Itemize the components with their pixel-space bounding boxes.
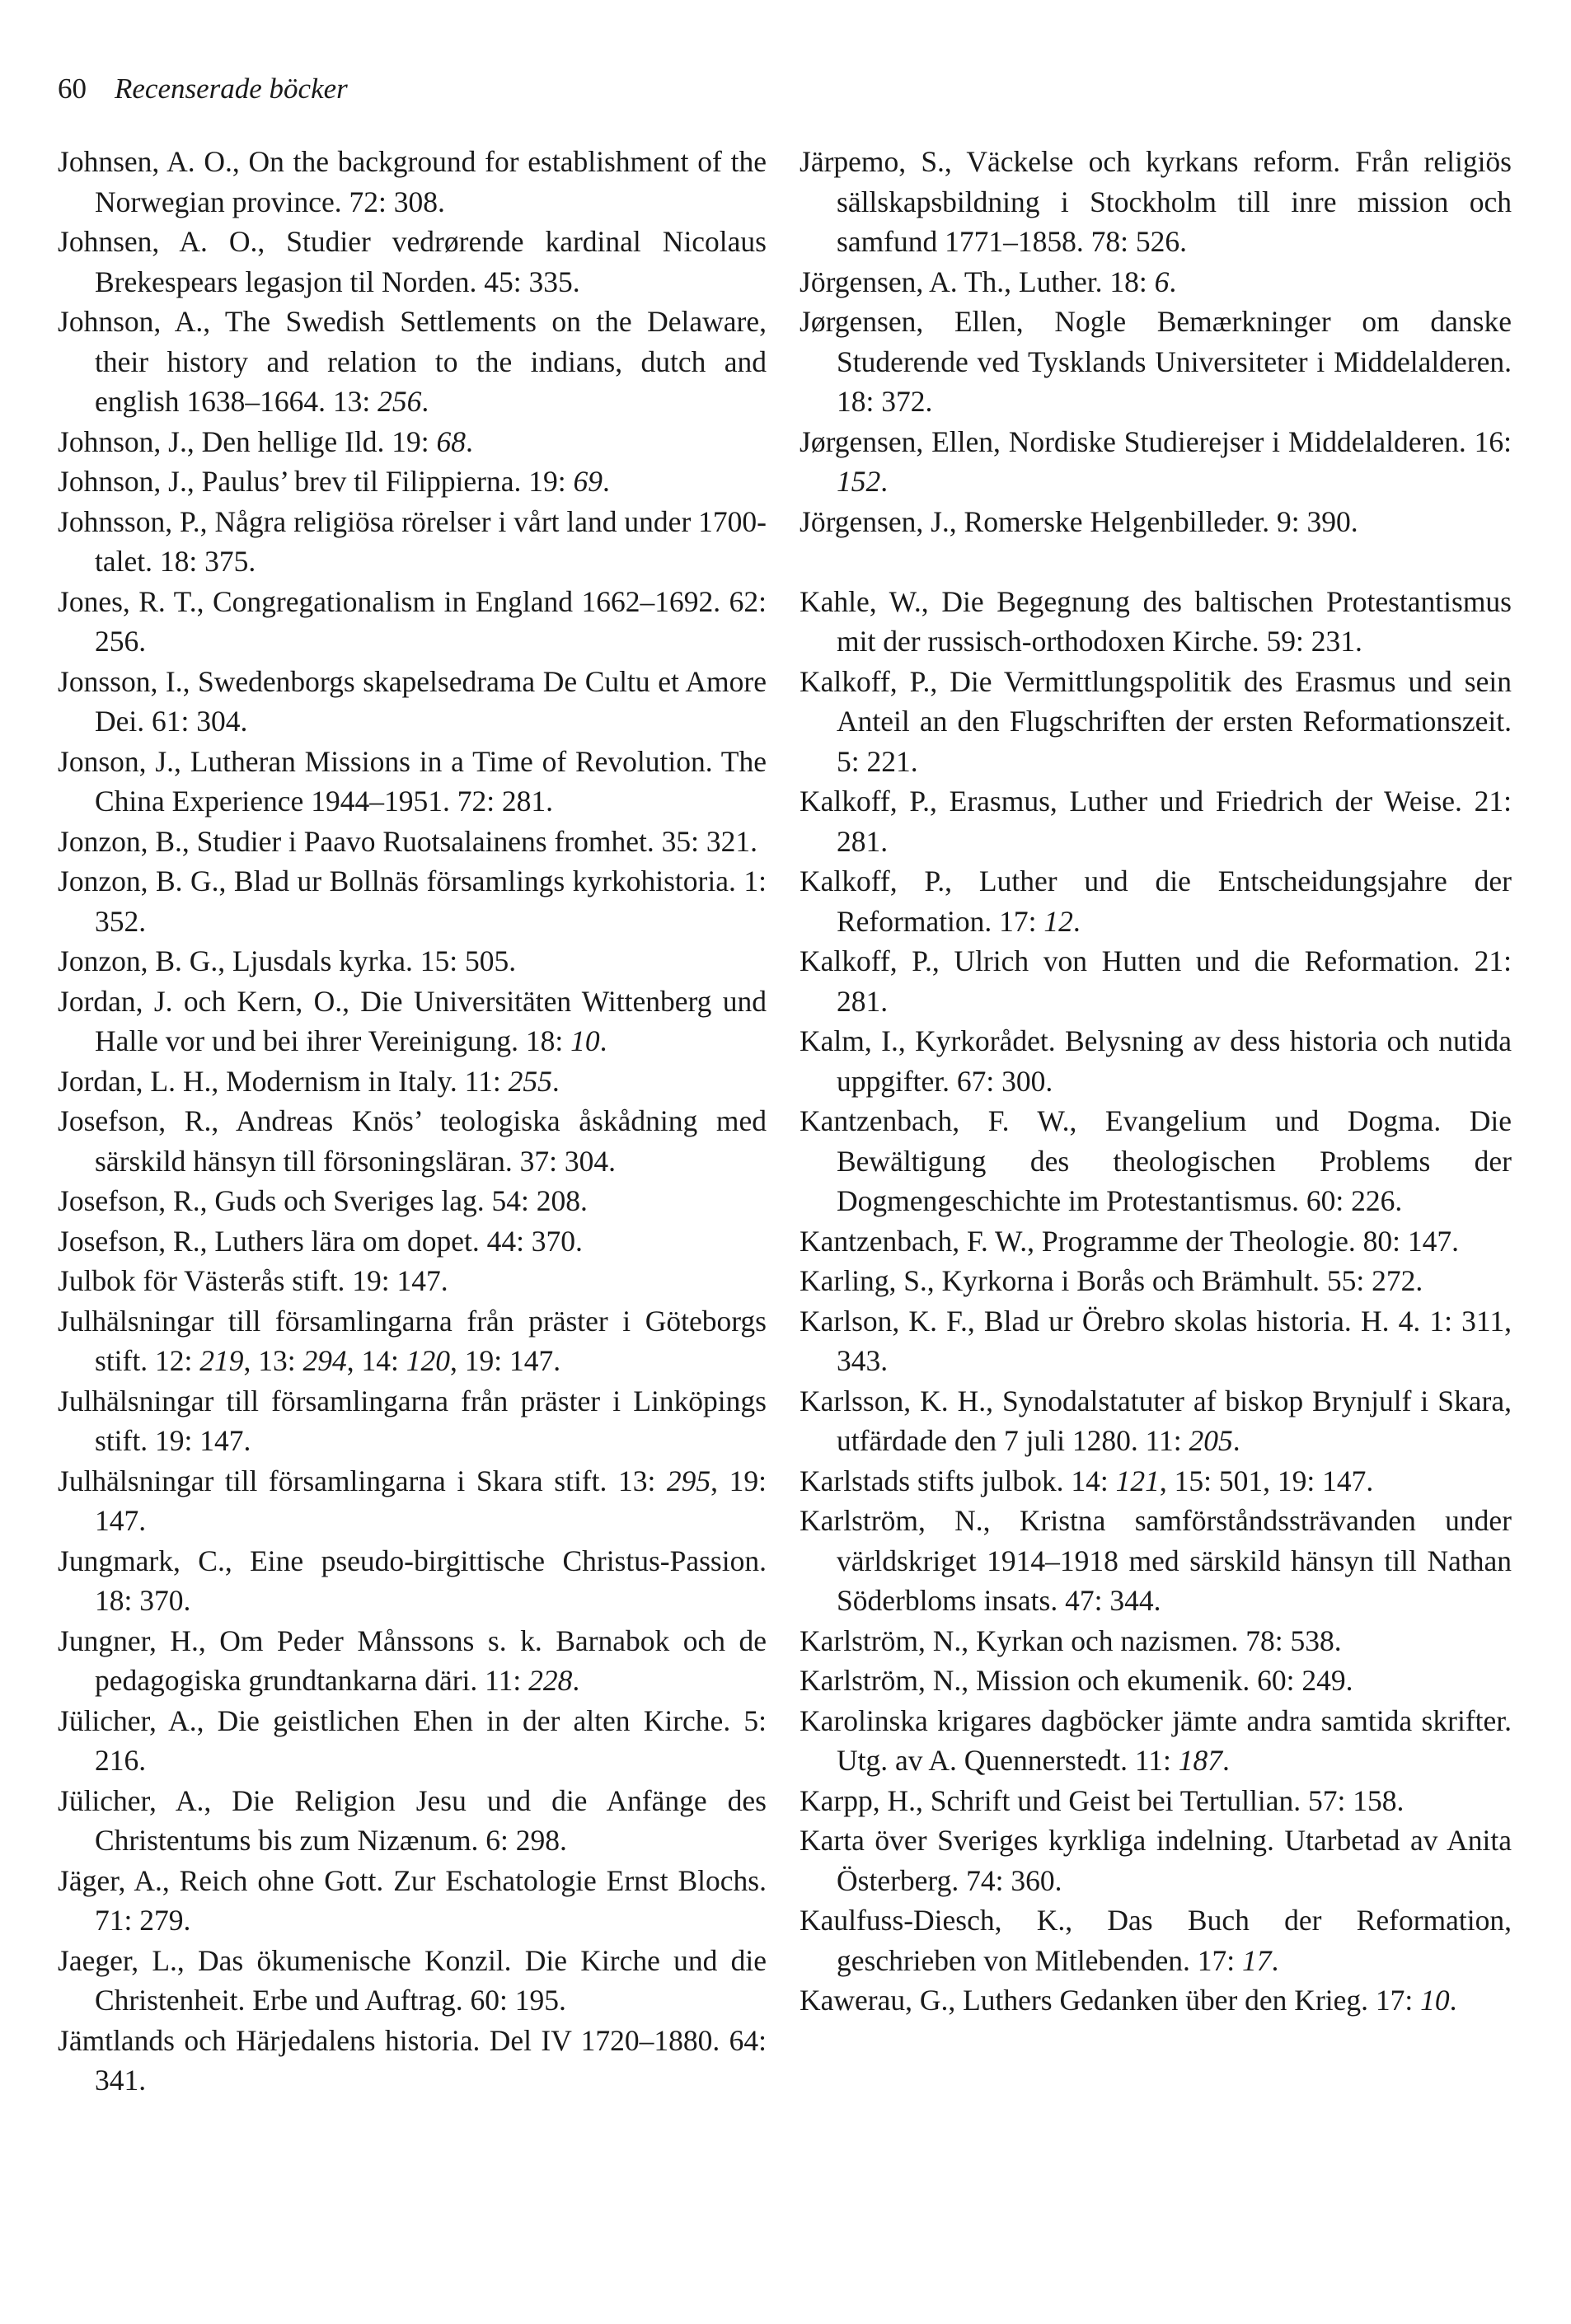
right-column <box>800 142 1512 2021</box>
index-entry <box>58 822 767 862</box>
index-entry <box>58 982 767 1061</box>
index-entry <box>800 1261 1512 1301</box>
index-entry <box>800 1221 1512 1262</box>
index-entry <box>58 1461 767 1541</box>
index-entry <box>800 1900 1512 1980</box>
italic-page-ref: 68 <box>436 424 466 458</box>
index-entry <box>58 1061 767 1102</box>
entry-text: . <box>1271 1943 1279 1977</box>
entry-text: , 14: <box>346 1344 406 1377</box>
entry-text: Jörgensen, J., Romerske Helgenbilleder. 9: 390. <box>800 504 1358 538</box>
entry-text: Kalkoff, P., Erasmus, Luther und Friedrich der Weise. 21: 281. <box>800 785 1512 858</box>
index-entry <box>58 582 767 662</box>
entry-text: Karlström, N., Kyrkan och nazismen. 78: 538. <box>800 1624 1342 1657</box>
entry-text: Karlström, N., Mission och ekumenik. 60: 249. <box>800 1664 1353 1697</box>
entry-text: Kantzenbach, F. W., Evangelium und Dogma. Die Bewältigung des theologischen Problems der Dogmengeschichte im Protestantismus. 60: 226. <box>800 1104 1512 1217</box>
index-entry <box>58 2021 767 2101</box>
index-entry <box>58 861 767 941</box>
k-entries <box>800 582 1512 2021</box>
entry-text: . <box>599 1024 607 1057</box>
entry-text: Johnson, J., Paulus’ brev til Filippierna. 19: <box>58 465 574 498</box>
entry-text: Julhälsningar till församlingarna från präster i Linköpings stift. 19: 147. <box>58 1384 767 1457</box>
entry-text: Johnson, J., Den hellige Ild. 19: <box>58 424 437 458</box>
index-entry <box>58 502 767 582</box>
entry-text: Josefson, R., Luthers lära om dopet. 44: 370. <box>58 1224 583 1258</box>
entry-text: Jordan, J. och Kern, O., Die Universitäten Wittenberg und Halle vor und bei ihrer Vereinigung. 18: <box>58 984 767 1057</box>
entry-text: Jonsson, I., Swedenborgs skapelsedrama De Cultu et Amore Dei. 61: 304. <box>58 664 767 738</box>
index-entry <box>58 422 767 462</box>
index-entry <box>58 662 767 742</box>
j-entries <box>800 142 1512 541</box>
entry-text: Jordan, L. H., Modernism in Italy. 11: <box>58 1064 509 1098</box>
entry-text: . <box>1072 904 1081 938</box>
entry-text: Karlstads stifts julbok. 14: <box>800 1464 1116 1497</box>
index-entry <box>800 1701 1512 1781</box>
italic-page-ref: 6 <box>1154 265 1170 298</box>
italic-page-ref: 152 <box>837 465 881 498</box>
entry-text: Johnson, A., The Swedish Settlements on the Delaware, their history and relation to the indians, dutch and english 1638–1664. 13: <box>58 305 767 418</box>
index-entry <box>800 1820 1512 1900</box>
index-entry <box>58 1781 767 1861</box>
entry-text: Kaulfuss-Diesch, K., Das Buch der Reformation, geschrieben von Mitlebenden. 17: <box>800 1904 1512 1977</box>
index-entry <box>800 662 1512 782</box>
entry-text: Jonzon, B., Studier i Paavo Ruotsalainens fromhet. 35: 321. <box>58 824 757 858</box>
index-entry <box>800 1301 1512 1381</box>
page-header <box>58 73 348 105</box>
index-entry <box>58 1101 767 1181</box>
entry-text: Julbok för Västerås stift. 19: 147. <box>58 1264 448 1297</box>
italic-page-ref: 187 <box>1178 1744 1223 1777</box>
entry-text: Kalm, I., Kyrkorådet. Belysning av dess historia och nutida uppgifter. 67: 300. <box>800 1024 1512 1098</box>
index-entry <box>800 941 1512 1021</box>
entry-text: , 19: 147. <box>449 1344 561 1377</box>
index-entry <box>800 262 1512 302</box>
index-entry <box>58 1701 767 1781</box>
entry-text: Jäger, A., Reich ohne Gott. Zur Eschatologie Ernst Blochs. 71: 279. <box>58 1863 767 1937</box>
index-entry <box>800 1980 1512 2021</box>
index-entry <box>58 302 767 422</box>
index-entry <box>800 422 1512 502</box>
italic-page-ref: 205 <box>1189 1424 1233 1457</box>
index-entry <box>58 941 767 982</box>
entry-text: Kahle, W., Die Begegnung des baltischen Protestantismus mit der russisch-orthodoxen Kirche. 59: 231. <box>800 584 1512 658</box>
index-entry <box>58 1941 767 2021</box>
entry-text: , 13: <box>243 1344 303 1377</box>
index-entry <box>58 1261 767 1301</box>
index-entry <box>800 582 1512 662</box>
entry-text: Jones, R. T., Congregationalism in England 1662–1692. 62: 256. <box>58 584 767 658</box>
entry-text: , 15: 501, 19: 147. <box>1159 1464 1374 1497</box>
entry-text: Karolinska krigares dagböcker jämte andra samtida skrifter. Utg. av A. Quennerstedt. 11: <box>800 1703 1512 1777</box>
entry-text: . <box>603 465 610 498</box>
italic-page-ref: 294 <box>302 1344 347 1377</box>
index-entry <box>58 1861 767 1941</box>
entry-text: Jörgensen, A. Th., Luther. 18: <box>800 265 1155 298</box>
entry-text: Jørgensen, Ellen, Nordiske Studierejser i Middelalderen. 16: <box>800 424 1512 458</box>
entry-text: . <box>421 385 429 418</box>
entry-text: Jülicher, A., Die Religion Jesu und die Anfänge des Christentums bis zum Nizænum. 6: 298. <box>58 1783 767 1857</box>
entry-text: Jørgensen, Ellen, Nogle Bemærkninger om danske Studerende ved Tysklands Universiteter i Middelalderen. 18: 372. <box>800 305 1512 418</box>
entry-text: . <box>1232 1424 1240 1457</box>
index-entry <box>800 861 1512 941</box>
entry-text: Johnsen, A. O., On the background for establishment of the Norwegian province. 72: 308. <box>58 145 767 218</box>
entry-text: Jungmark, C., Eine pseudo-birgittische Christus-Passion. 18: 370. <box>58 1544 767 1617</box>
index-entry <box>800 1781 1512 1821</box>
entry-text: Karta över Sveriges kyrkliga indelning. Utarbetad av Anita Österberg. 74: 360. <box>800 1824 1512 1897</box>
index-entry <box>58 222 767 302</box>
entry-text: Jonzon, B. G., Blad ur Bollnäs församlings kyrkohistoria. 1: 352. <box>58 864 767 938</box>
index-entry <box>58 1181 767 1221</box>
page-number: 60 <box>58 73 87 105</box>
entry-text: . <box>551 1064 560 1098</box>
italic-page-ref: 120 <box>406 1344 450 1377</box>
index-entry <box>800 1381 1512 1461</box>
index-entry <box>800 1021 1512 1101</box>
entry-text: Johnsson, P., Några religiösa rörelser i vårt land under 1700-talet. 18: 375. <box>58 504 767 578</box>
index-entry <box>58 1541 767 1621</box>
entry-text: , 19: 147. <box>95 1464 767 1537</box>
italic-page-ref: 10 <box>1420 1984 1450 2017</box>
entry-text: . <box>880 465 889 498</box>
entry-text: Jonzon, B. G., Ljusdals kyrka. 15: 505. <box>58 944 517 977</box>
entry-text: Jonson, J., Lutheran Missions in a Time of Revolution. The China Experience 1944–1951. 72: 281. <box>58 744 767 818</box>
entry-text: Josefson, R., Guds och Sveriges lag. 54: 208. <box>58 1184 588 1217</box>
index-entry <box>800 1461 1512 1502</box>
entry-text: . <box>1222 1744 1230 1777</box>
index-entry <box>800 1501 1512 1621</box>
index-entry <box>58 1301 767 1381</box>
italic-page-ref: 69 <box>573 465 603 498</box>
index-entry <box>800 1661 1512 1701</box>
entry-text: Jungner, H., Om Peder Månssons s. k. Barnabok och de pedagogiska grundtankarna däri. 11: <box>58 1624 767 1697</box>
entry-text: Karlson, K. F., Blad ur Örebro skolas historia. H. 4. 1: 311, 343. <box>800 1304 1512 1377</box>
entry-text: . <box>572 1664 580 1697</box>
italic-page-ref: 295 <box>666 1464 711 1497</box>
index-entry <box>58 462 767 502</box>
italic-page-ref: 121 <box>1115 1464 1160 1497</box>
entry-text: Josefson, R., Andreas Knös’ teologiska åskådning med särskild hänsyn till försoningsläran. 37: 304. <box>58 1104 767 1178</box>
index-entry <box>58 1381 767 1461</box>
entry-text: Karpp, H., Schrift und Geist bei Tertullian. 57: 158. <box>800 1783 1405 1817</box>
entry-text: Jämtlands och Härjedalens historia. Del IV 1720–1880. 64: 341. <box>58 2023 767 2097</box>
entry-text: Kawerau, G., Luthers Gedanken über den Krieg. 17: <box>800 1984 1421 2017</box>
index-entry <box>800 302 1512 422</box>
entry-text: . <box>1449 1984 1457 2017</box>
italic-page-ref: 219 <box>199 1344 244 1377</box>
index-entry <box>800 1101 1512 1221</box>
entry-text: Johnsen, A. O., Studier vedrørende kardinal Nicolaus Brekespears legasjon til Norden. 45: 335. <box>58 225 767 298</box>
italic-page-ref: 12 <box>1043 904 1073 938</box>
entry-text: Kalkoff, P., Luther und die Entscheidungsjahre der Reformation. 17: <box>800 864 1512 938</box>
index-entry <box>800 502 1512 542</box>
italic-page-ref: 255 <box>508 1064 552 1098</box>
left-column <box>58 142 767 2101</box>
entry-text: Karling, S., Kyrkorna i Borås och Brämhult. 55: 272. <box>800 1264 1423 1297</box>
index-entry <box>58 742 767 822</box>
index-entry <box>58 1621 767 1701</box>
index-entry <box>58 142 767 222</box>
entry-text: Julhälsningar till församlingarna i Skara stift. 13: <box>58 1464 667 1497</box>
index-entry <box>800 1621 1512 1661</box>
entry-text: Jülicher, A., Die geistlichen Ehen in der alten Kirche. 5: 216. <box>58 1703 767 1777</box>
entry-text: . <box>1169 265 1177 298</box>
entry-text: Jaeger, L., Das ökumenische Konzil. Die Kirche und die Christenheit. Erbe und Auftrag. 60: 195. <box>58 1943 767 2017</box>
entry-text: Kalkoff, P., Die Vermittlungspolitik des Erasmus und sein Anteil an den Flugschriften der ersten Reformationszeit. 5: 221. <box>800 664 1512 778</box>
entry-text: Kalkoff, P., Ulrich von Hutten und die Reformation. 21: 281. <box>800 944 1512 1018</box>
index-entry <box>58 1221 767 1262</box>
italic-page-ref: 228 <box>528 1664 573 1697</box>
entry-text: . <box>466 424 473 458</box>
entry-text: Kantzenbach, F. W., Programme der Theologie. 80: 147. <box>800 1224 1460 1258</box>
section-gap <box>800 541 1512 582</box>
italic-page-ref: 17 <box>1241 1943 1272 1977</box>
entry-text: Järpemo, S., Väckelse och kyrkans reform. Från religiös sällskapsbildning i Stockholm till inre mission och samfund 1771–1858. 78: 526. <box>800 145 1512 258</box>
entry-text: Julhälsningar till församlingarna från präster i Göteborgs stift. 12: <box>58 1304 767 1377</box>
italic-page-ref: 10 <box>570 1024 600 1057</box>
index-entry <box>800 781 1512 861</box>
entry-text: Karlsson, K. H., Synodalstatuter af biskop Brynjulf i Skara, utfärdade den 7 juli 1280. 11: <box>800 1384 1512 1457</box>
running-title: Recenserade böcker <box>115 73 348 105</box>
italic-page-ref: 256 <box>378 385 422 418</box>
entry-text: Karlström, N., Kristna samförståndssträvanden under världskriget 1914–1918 med särskild hänsyn till Nathan Söderbloms insats. 47: 344. <box>800 1504 1512 1617</box>
index-entry <box>800 142 1512 262</box>
